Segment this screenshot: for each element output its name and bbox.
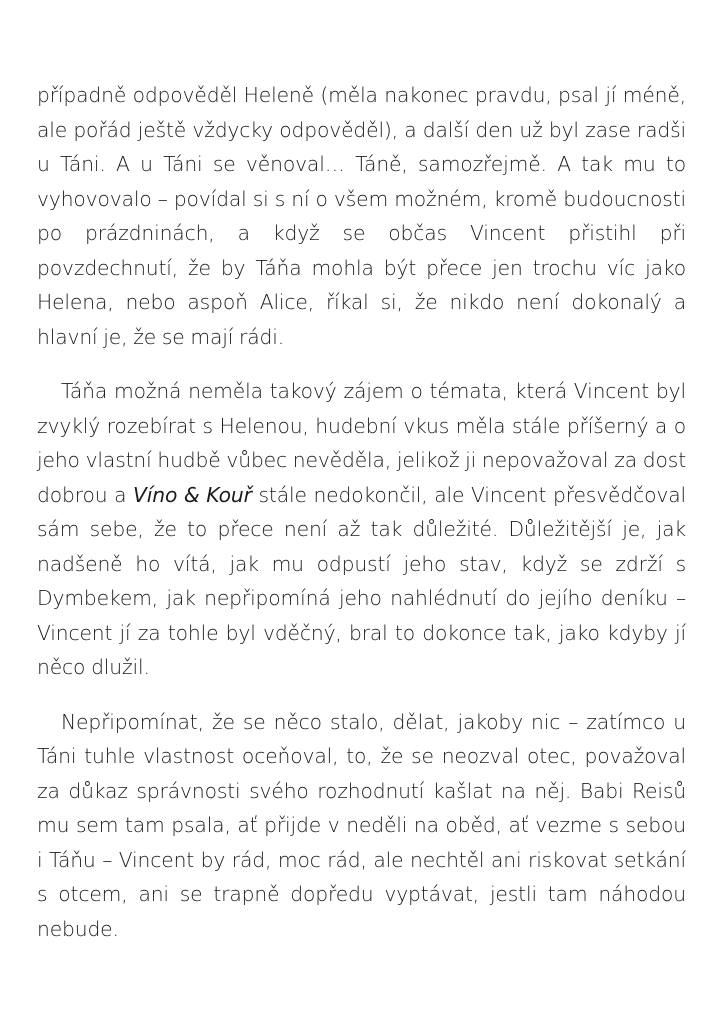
paragraph-2-text-end: stále nedokončil, ale Vincent přesvědčoval sám sebe, že to přece není až tak důležité. Důležitější je, jak nadšeně ho vítá, jak mu odpustí jeho stav, když se zdrží s Dymbekem, jak nepřipomíná jeho nahlédnutí do jejího deníku – Vincent jí za tohle byl vděčný, bral to dokonce tak, jako kdyby jí něco dlužil. — [37, 482, 686, 679]
book-title-italic: Víno & Kouř — [133, 482, 252, 507]
book-page — [37, 78, 686, 966]
paragraph-2-text-start: Táňa možná neměla takový zájem o témata, která Vincent byl zvyklý rozebírat s Helenou, hudební vkus měla stále příšerný a o jeho vlastní hudbě vůbec nevěděla, jelikož ji nepovažoval za dost dobrou a — [37, 379, 686, 507]
paragraph-3 — [37, 705, 686, 947]
paragraph-2 — [37, 374, 686, 685]
paragraph-3-text: Nepřipomínat, že se něco stalo, dělat, jakoby nic – zatímco u Táni tuhle vlastnost oceňoval, to, že se neozval otec, považoval za důkaz správnosti svého rozhodnutí kašlat na něj. Babi Reisů mu sem tam psala, ať přijde v neděli na oběd, ať vezme s sebou i Táňu – Vincent by rád, moc rád, ale nechtěl ani riskovat setkání s otcem, ani se trapně dopředu vyptávat, jestli tam náhodou nebude. — [37, 709, 686, 941]
paragraph-1-text: případně odpověděl Heleně (měla nakonec pravdu, psal jí méně, ale pořád ještě vždycky odpověděl), a další den už byl zase radši u Táni. A u Táni se věnoval… Táně, samozřejmě. A tak mu to vyhovovalo – povídal si s ní o všem možném, kromě budoucnosti po prázdninách, a když se občas Vincent přistihl při povzdechnutí, že by Táňa mohla být přece jen trochu víc jako Helena, nebo aspoň Alice, říkal si, že nikdo není dokonalý a hlavní je, že se mají rádi. — [37, 83, 686, 349]
paragraph-1 — [37, 78, 686, 354]
